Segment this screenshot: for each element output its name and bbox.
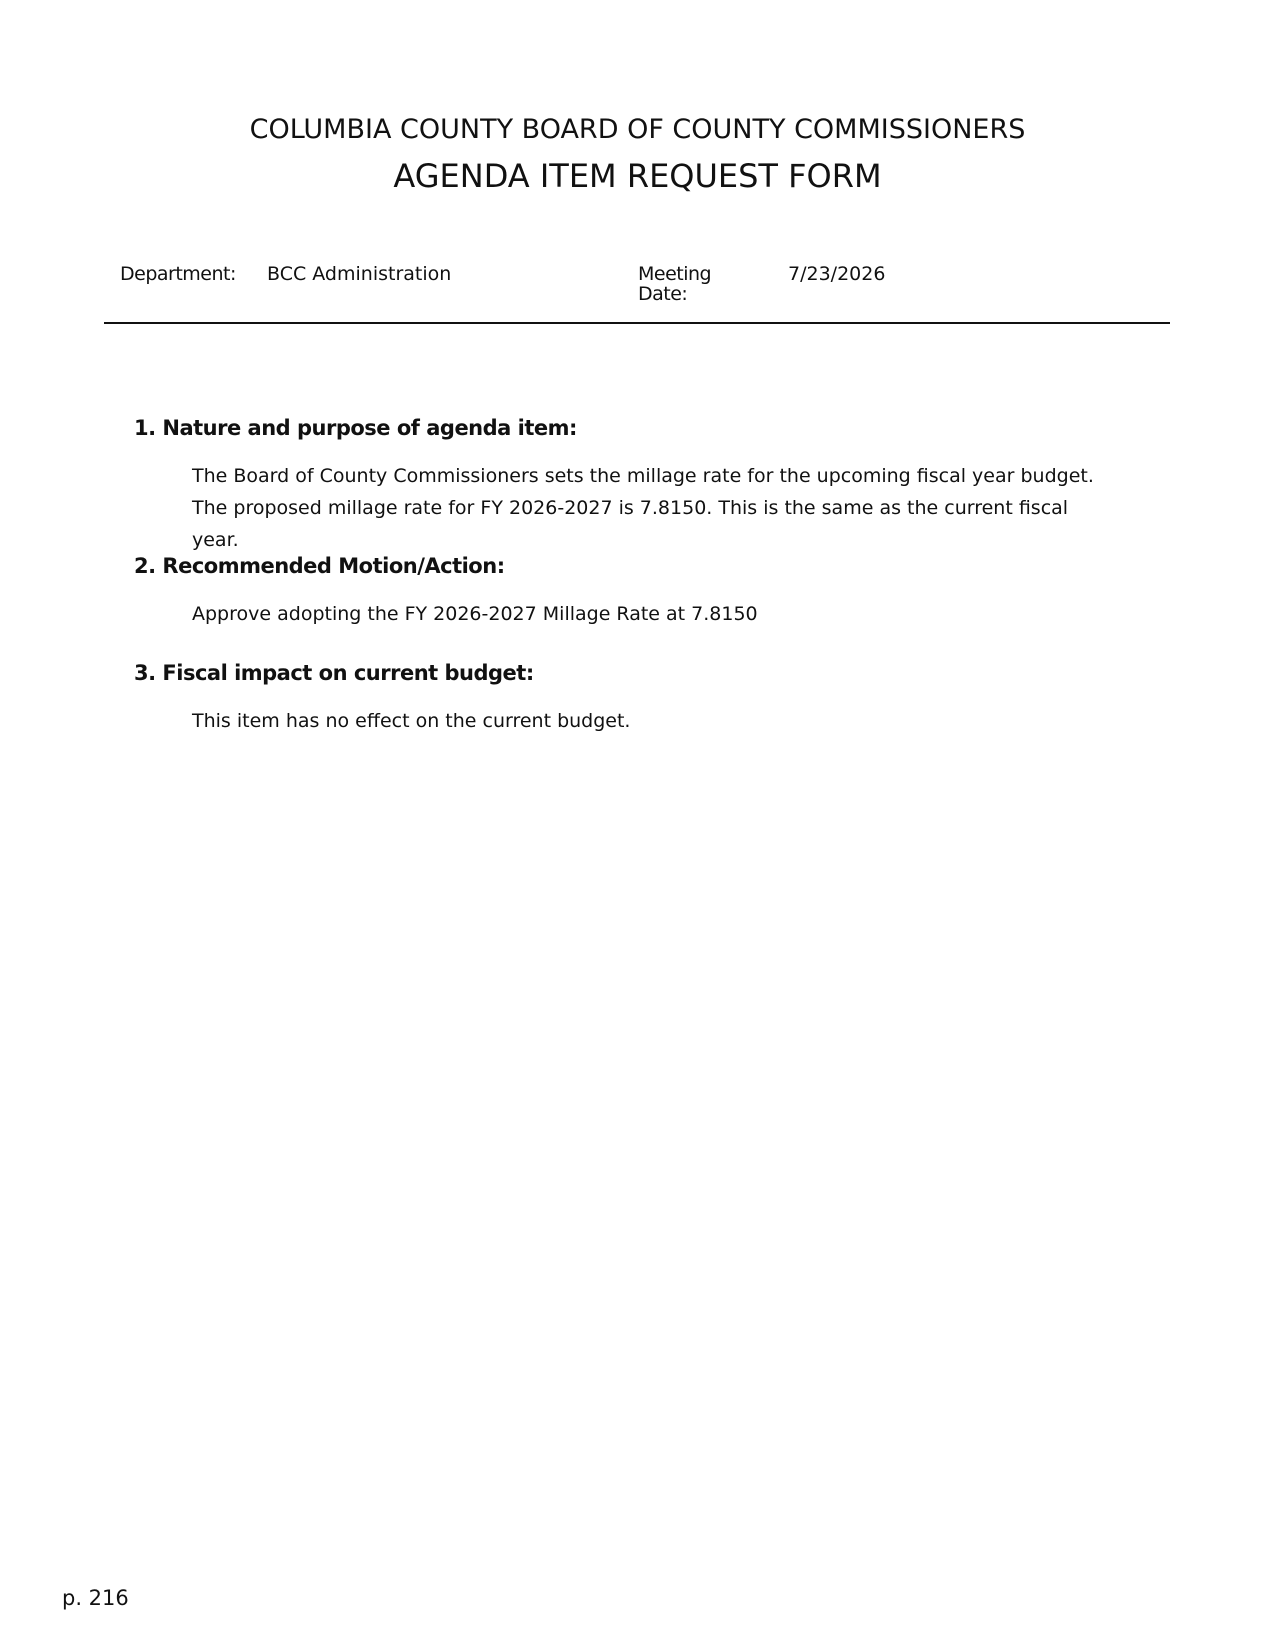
meta-row	[104, 262, 1170, 322]
meeting-date-value: 7/23/2026	[788, 263, 886, 285]
page-number: p. 216	[62, 1586, 129, 1610]
section-body: The Board of County Commissioners sets the millage rate for the upcoming fiscal year budget. The proposed millage rate for FY 2026-2027 is 7.8150. This is the same as the current fiscal year.	[192, 465, 1094, 551]
meeting-date-label-line1: Meeting	[638, 263, 712, 285]
section-heading: 1. Nature and purpose of agenda item:	[134, 416, 577, 440]
header-divider	[104, 322, 1170, 324]
section-heading: 3. Fiscal impact on current budget:	[134, 661, 534, 685]
section-body: Approve adopting the FY 2026-2027 Millage Rate at 7.8150	[192, 603, 758, 625]
section-nature-purpose	[134, 414, 1114, 556]
document-header	[0, 112, 1275, 198]
section-body: This item has no effect on the current budget.	[192, 710, 631, 732]
organization-title: COLUMBIA COUNTY BOARD OF COUNTY COMMISSIONERS	[249, 114, 1026, 145]
section-heading: 2. Recommended Motion/Action:	[134, 554, 505, 578]
department-value: BCC Administration	[267, 263, 452, 285]
section-fiscal-impact	[134, 659, 1114, 737]
meeting-date-label-line2: Date:	[638, 283, 688, 305]
department-label: Department:	[120, 263, 236, 285]
section-recommended-motion	[134, 552, 1114, 630]
form-title: AGENDA ITEM REQUEST FORM	[393, 157, 882, 195]
